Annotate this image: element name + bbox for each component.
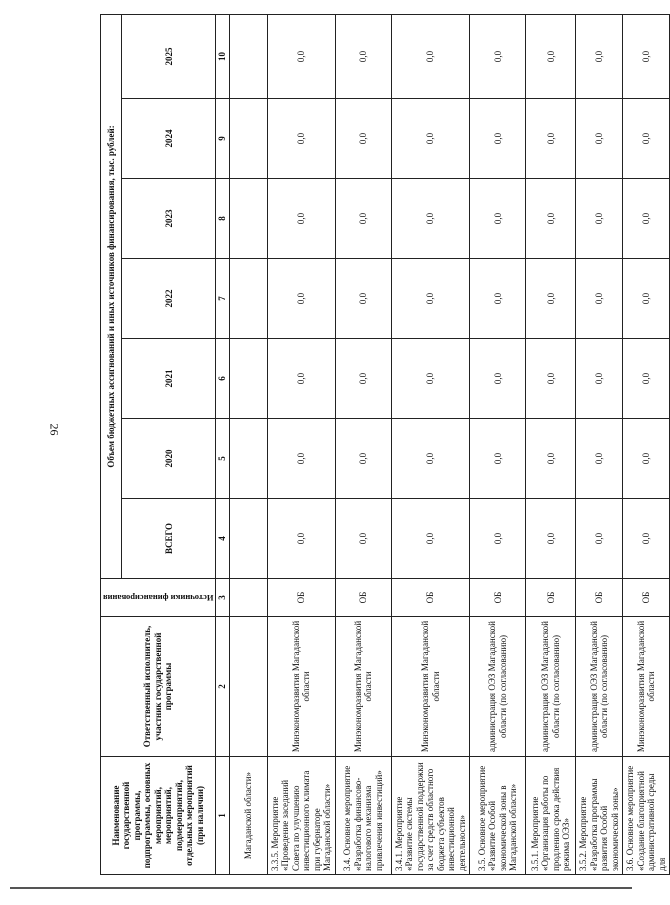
row-value: 0,0 bbox=[576, 179, 623, 259]
row-value: 0,0 bbox=[576, 259, 623, 339]
row-value: 0,0 bbox=[576, 339, 623, 419]
row-value: 0,0 bbox=[470, 99, 526, 179]
row-value: 0,0 bbox=[335, 499, 391, 579]
row-source: ОБ bbox=[526, 579, 576, 617]
row-value: 0,0 bbox=[267, 179, 335, 259]
row-name: 3.3.5. Мероприятие «Проведение заседаний Совета по улучшению инвестиционного климата при губернаторе Магаданской области» bbox=[267, 757, 335, 875]
row-value: 0,0 bbox=[335, 259, 391, 339]
row-value: 0,0 bbox=[623, 499, 670, 579]
row-value: 0,0 bbox=[623, 259, 670, 339]
row-name: Магаданской области» bbox=[229, 757, 267, 875]
row-value bbox=[229, 99, 267, 179]
row-source bbox=[229, 579, 267, 617]
row-value: 0,0 bbox=[526, 419, 576, 499]
row-value bbox=[229, 499, 267, 579]
row-value: 0,0 bbox=[576, 499, 623, 579]
row-value: 0,0 bbox=[526, 259, 576, 339]
financing-table bbox=[100, 14, 670, 875]
row-value: 0,0 bbox=[576, 14, 623, 98]
row-value: 0,0 bbox=[470, 259, 526, 339]
row-value: 0,0 bbox=[267, 14, 335, 98]
row-name: 3.5.1. Мероприятие «Организация работы по продлению срока действия режима ОЭЗ» bbox=[526, 757, 576, 875]
row-name: 3.6. Основное мероприятие «Создание благоприятной административной среды для bbox=[623, 757, 670, 875]
row-value: 0,0 bbox=[267, 339, 335, 419]
row-name: 3.4. Основное мероприятие «Разработка финансово-налогового механизма привлечения инвестиций» bbox=[335, 757, 391, 875]
row-source: ОБ bbox=[470, 579, 526, 617]
header-financing-group: Объем бюджетных ассигнований и иных источников финансирования, тыс. рублей: bbox=[101, 14, 122, 578]
row-executor: администрация ОЭЗ Магаданской области (по согласованию) bbox=[470, 617, 526, 757]
header-executor-col: Ответственный исполнитель, участник государственной программы bbox=[101, 617, 216, 757]
page-number: 26 bbox=[47, 423, 62, 436]
column-number: 1 bbox=[216, 757, 230, 875]
row-value: 0,0 bbox=[391, 99, 470, 179]
row-value: 0,0 bbox=[470, 14, 526, 98]
column-number: 3 bbox=[216, 579, 230, 617]
column-number: 5 bbox=[216, 419, 230, 499]
header-source-col bbox=[101, 579, 216, 617]
row-value: 0,0 bbox=[335, 14, 391, 98]
row-value: 0,0 bbox=[335, 99, 391, 179]
header-year: 2025 bbox=[122, 14, 216, 98]
column-number: 8 bbox=[216, 179, 230, 259]
row-source: ОБ bbox=[267, 579, 335, 617]
row-value bbox=[229, 14, 267, 98]
row-value bbox=[229, 339, 267, 419]
header-year: 2022 bbox=[122, 259, 216, 339]
row-name: 3.5.2. Мероприятие «Разработка программы развития Особой экономической зоны» bbox=[576, 757, 623, 875]
row-value: 0,0 bbox=[335, 419, 391, 499]
table-row bbox=[526, 14, 576, 874]
header-year: ВСЕГО bbox=[122, 499, 216, 579]
row-value: 0,0 bbox=[576, 419, 623, 499]
scan-edge-line bbox=[10, 887, 632, 889]
row-executor bbox=[229, 617, 267, 757]
table-row bbox=[576, 14, 623, 874]
column-number-row bbox=[216, 14, 230, 874]
column-number: 6 bbox=[216, 339, 230, 419]
header-source-label: Источники финансирования bbox=[103, 592, 214, 603]
row-executor: Минэкономразвития Магаданской области bbox=[267, 617, 335, 757]
row-executor: Минэкономразвития Магаданской области bbox=[335, 617, 391, 757]
table-row bbox=[267, 14, 335, 874]
row-value: 0,0 bbox=[391, 14, 470, 98]
row-value: 0,0 bbox=[470, 179, 526, 259]
row-value: 0,0 bbox=[623, 179, 670, 259]
row-value: 0,0 bbox=[623, 339, 670, 419]
row-source: ОБ bbox=[391, 579, 470, 617]
row-value: 0,0 bbox=[623, 99, 670, 179]
row-value: 0,0 bbox=[526, 99, 576, 179]
table-row bbox=[335, 14, 391, 874]
row-value: 0,0 bbox=[267, 259, 335, 339]
row-value: 0,0 bbox=[470, 339, 526, 419]
row-source: ОБ bbox=[623, 579, 670, 617]
header-year: 2020 bbox=[122, 419, 216, 499]
row-value: 0,0 bbox=[335, 179, 391, 259]
row-value bbox=[229, 259, 267, 339]
row-value: 0,0 bbox=[470, 499, 526, 579]
row-value: 0,0 bbox=[267, 99, 335, 179]
header-year: 2021 bbox=[122, 339, 216, 419]
row-value: 0,0 bbox=[335, 339, 391, 419]
row-value: 0,0 bbox=[526, 179, 576, 259]
row-value: 0,0 bbox=[391, 259, 470, 339]
row-value: 0,0 bbox=[391, 339, 470, 419]
row-value: 0,0 bbox=[526, 339, 576, 419]
row-value: 0,0 bbox=[267, 419, 335, 499]
column-number: 10 bbox=[216, 14, 230, 98]
row-value: 0,0 bbox=[391, 179, 470, 259]
table-row bbox=[229, 14, 267, 874]
row-executor: Минэкономразвития Магаданской области bbox=[391, 617, 470, 757]
column-number: 4 bbox=[216, 499, 230, 579]
table-row bbox=[623, 14, 670, 874]
row-value: 0,0 bbox=[526, 14, 576, 98]
row-value bbox=[229, 179, 267, 259]
row-value: 0,0 bbox=[623, 14, 670, 98]
header-name-col: Наименование государственной программы, подпрограммы, основных мероприятий, мероприятий, подмероприятий, отдельных мероприятий (при наличии) bbox=[101, 757, 216, 875]
row-value: 0,0 bbox=[623, 419, 670, 499]
column-number: 9 bbox=[216, 99, 230, 179]
row-value: 0,0 bbox=[267, 499, 335, 579]
row-value: 0,0 bbox=[391, 419, 470, 499]
table-row bbox=[470, 14, 526, 874]
row-executor: администрация ОЭЗ Магаданской области (по согласованию) bbox=[526, 617, 576, 757]
rotated-page bbox=[100, 15, 667, 875]
row-name: 3.5. Основное мероприятие «Развитие Особой экономической зоны в Магаданской области» bbox=[470, 757, 526, 875]
row-value: 0,0 bbox=[391, 499, 470, 579]
row-name: 3.4.1. Мероприятие «Развитие системы государственной поддержки за счет средств областного бюджета субъектов инвестиционной деятельности» bbox=[391, 757, 470, 875]
header-year: 2024 bbox=[122, 99, 216, 179]
row-executor: Минэкономразвития Магаданской области bbox=[623, 617, 670, 757]
row-value: 0,0 bbox=[470, 419, 526, 499]
row-source: ОБ bbox=[335, 579, 391, 617]
table-row bbox=[391, 14, 470, 874]
header-year: 2023 bbox=[122, 179, 216, 259]
row-value bbox=[229, 419, 267, 499]
row-executor: администрация ОЭЗ Магаданской области (по согласованию) bbox=[576, 617, 623, 757]
row-value: 0,0 bbox=[576, 99, 623, 179]
row-value: 0,0 bbox=[526, 499, 576, 579]
column-number: 2 bbox=[216, 617, 230, 757]
row-source: ОБ bbox=[576, 579, 623, 617]
column-number: 7 bbox=[216, 259, 230, 339]
